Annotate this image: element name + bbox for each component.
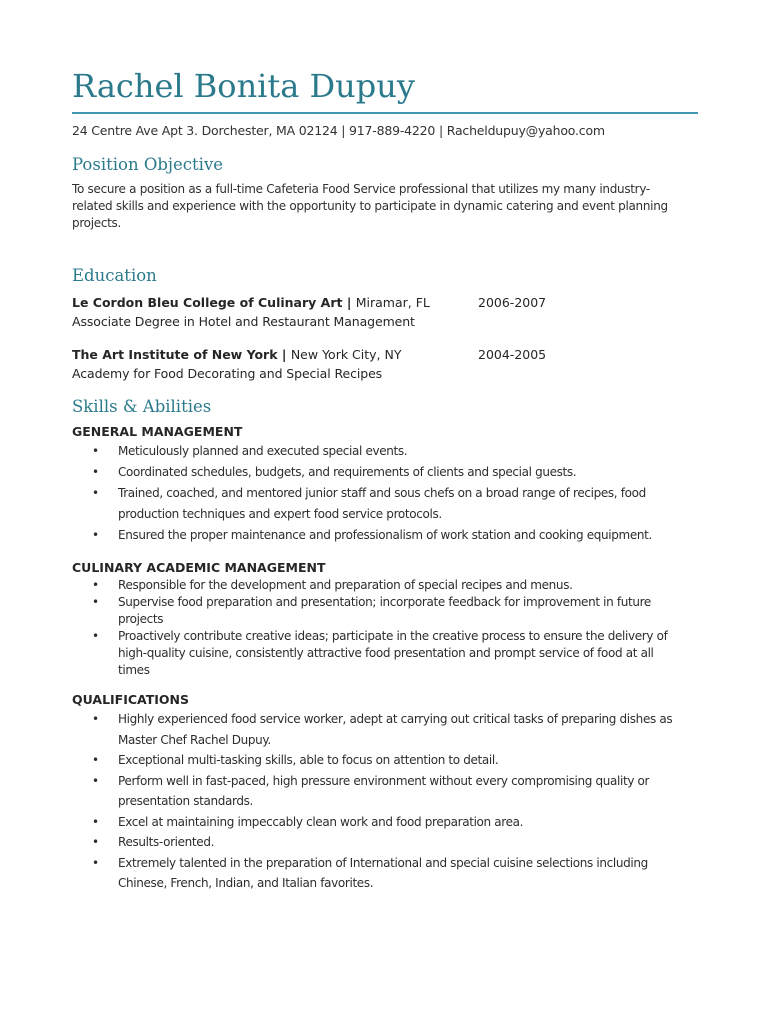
bullet-icon: • — [92, 528, 99, 542]
list-item-line: Highly experienced food service worker, adept at carrying out critical tasks of preparing dishes as — [118, 712, 673, 726]
list-item — [72, 832, 698, 853]
list-item-line: Chinese, French, Indian, and Italian favorites. — [118, 876, 374, 890]
education-separator: | — [342, 295, 356, 310]
header-rule — [72, 112, 698, 114]
education-degree: Academy for Food Decorating and Special Recipes — [72, 366, 383, 381]
list-item-line: Exceptional multi-tasking skills, able to focus on attention to detail. — [118, 753, 499, 767]
bullet-icon: • — [92, 486, 99, 500]
bullet-icon: • — [92, 773, 99, 788]
education-separator: | — [277, 347, 291, 362]
list-item-line: Excel at maintaining impeccably clean work and food preparation area. — [118, 814, 524, 829]
list-item-line: Meticulously planned and executed special events. — [118, 444, 408, 458]
section-title-objective: Position Objective — [72, 155, 224, 174]
list-item-line: Responsible for the development and preparation of special recipes and menus. — [118, 578, 573, 592]
bullet-icon: • — [92, 629, 99, 643]
bullet-icon: • — [92, 444, 99, 458]
list-item — [72, 525, 698, 546]
education-school: The Art Institute of New York — [72, 347, 278, 362]
list-item — [72, 462, 698, 483]
education-item — [72, 346, 698, 383]
list-item-line: Proactively contribute creative ideas; participate in the creative process to ensure the delivery of — [118, 629, 668, 643]
list-item — [72, 750, 698, 771]
list-item-line: Trained, coached, and mentored junior staff and sous chefs on a broad range of recipes, food — [118, 486, 646, 500]
bullet-icon: • — [92, 712, 99, 726]
list-item — [72, 709, 698, 750]
education-school: Le Cordon Bleu College of Culinary Art — [72, 295, 343, 310]
list-item-line: Coordinated schedules, budgets, and requirements of clients and special guests. — [118, 465, 577, 479]
education-years: 2004-2005 — [478, 347, 547, 362]
list-item-line: production techniques and expert food service protocols. — [118, 507, 442, 521]
bullet-icon: • — [92, 578, 99, 592]
section-title-education: Education — [72, 266, 157, 285]
list-item-line: Perform well in fast-paced, high pressure environment without every compromising quality or — [118, 773, 650, 788]
list-item-line: Extremely talented in the preparation of International and special cuisine selections including — [118, 855, 648, 870]
list-item-line: Master Chef Rachel Dupuy. — [118, 732, 271, 747]
list-item-line: Ensured the proper maintenance and professionalism of work station and cooking equipment. — [118, 528, 652, 542]
education-location: Miramar, FL — [355, 295, 430, 310]
list-item — [72, 853, 698, 894]
list-item — [72, 577, 698, 594]
resume-name: Rachel Bonita Dupuy — [72, 67, 415, 105]
list-item-line: Supervise food preparation and presentation; incorporate feedback for improvement in future — [118, 595, 651, 609]
section-title-skills: Skills & Abilities — [72, 397, 212, 416]
objective-text — [72, 181, 698, 232]
culinary-academic-management-list — [72, 577, 698, 679]
education-years: 2006-2007 — [478, 295, 547, 310]
general-management-list — [72, 441, 698, 546]
education-school-line — [72, 294, 698, 313]
list-item — [72, 441, 698, 462]
education-degree: Associate Degree in Hotel and Restaurant Management — [72, 314, 415, 329]
education-item — [72, 294, 698, 331]
subsection-title-qualifications: QUALIFICATIONS — [72, 692, 190, 707]
education-location: New York City, NY — [290, 347, 402, 362]
list-item-line: presentation standards. — [118, 794, 254, 808]
bullet-icon: • — [92, 595, 99, 609]
list-item — [72, 812, 698, 833]
subsection-title-general-management: GENERAL MANAGEMENT — [72, 424, 243, 439]
education-school-line — [72, 346, 698, 365]
bullet-icon: • — [92, 465, 99, 479]
list-item — [72, 628, 698, 679]
objective-line: projects. — [72, 216, 122, 230]
bullet-icon: • — [92, 814, 99, 829]
bullet-icon: • — [92, 835, 99, 849]
objective-line: related skills and experience with the opportunity to participate in dynamic catering and event planning — [72, 199, 668, 213]
list-item-line: times — [118, 663, 150, 677]
list-item — [72, 771, 698, 812]
list-item — [72, 483, 698, 525]
contact-info: 24 Centre Ave Apt 3. Dorchester, MA 02124 | 917-889-4220 | Racheldupuy@yahoo.com — [72, 123, 605, 138]
bullet-icon: • — [92, 753, 99, 767]
resume-page — [72, 66, 698, 894]
qualifications-list — [72, 709, 698, 894]
list-item-line: Results-oriented. — [118, 835, 215, 849]
bullet-icon: • — [92, 855, 99, 870]
objective-line: To secure a position as a full-time Cafeteria Food Service professional that utilizes my many industry- — [72, 182, 650, 196]
list-item — [72, 594, 698, 628]
list-item-line: high-quality cuisine, consistently attractive food presentation and prompt service of food at all — [118, 646, 654, 660]
list-item-line: projects — [118, 612, 164, 626]
subsection-title-culinary-academic-management: CULINARY ACADEMIC MANAGEMENT — [72, 560, 326, 575]
